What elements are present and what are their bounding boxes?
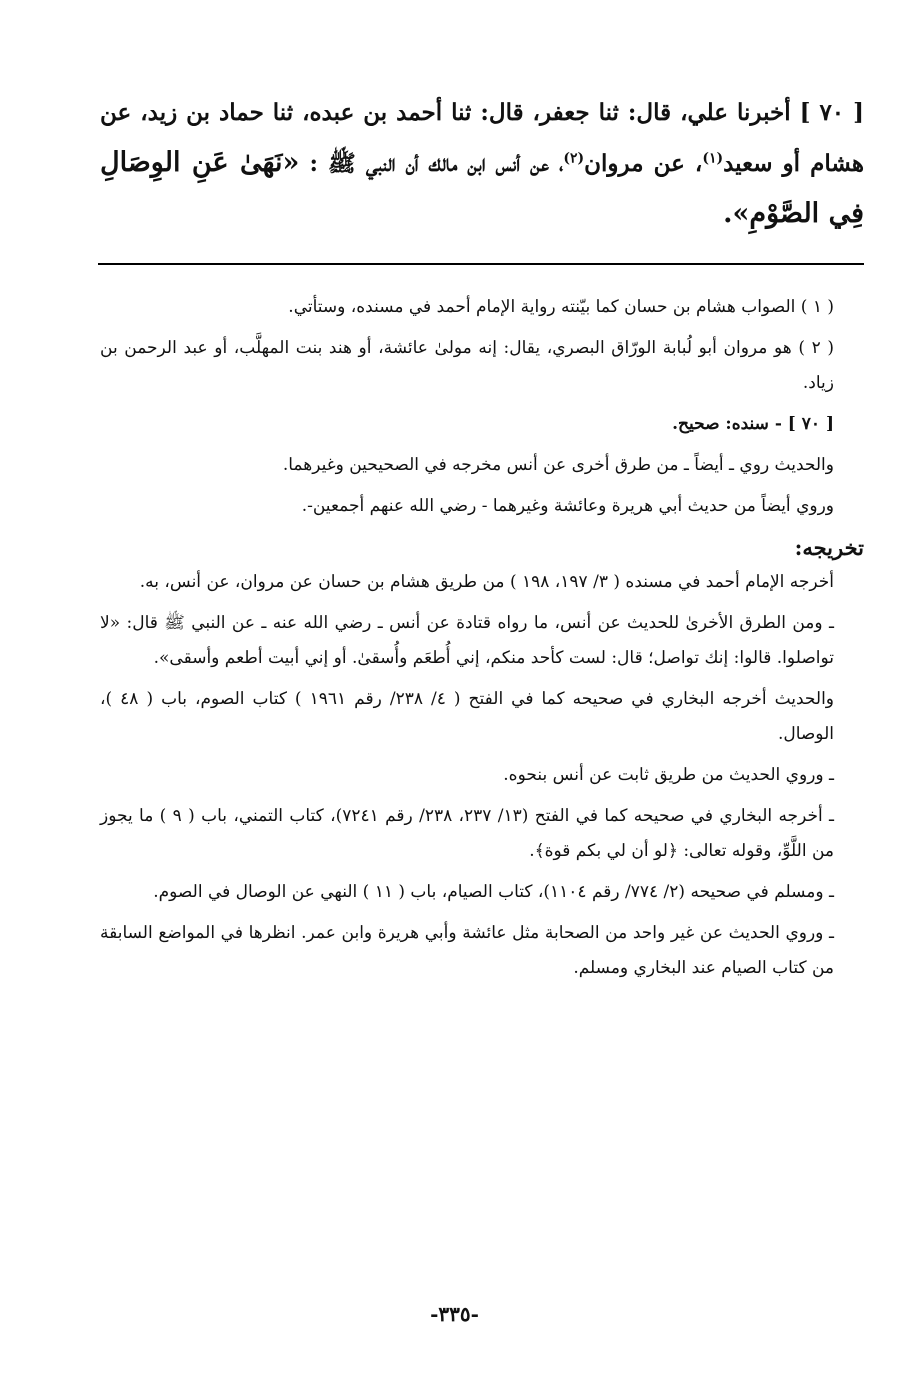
hadith-isnad-cont: ، عن مروان — [584, 150, 703, 177]
takhrij-muslim: ـ ومسلم في صحيحه (٢/ ٧٧٤/ رقم ١١٠٤)، كتاب الصيام، باب ( ١١ ) النهي عن الوصال في الصوم. — [153, 882, 834, 902]
page-number: -٣٣٥- — [430, 1302, 479, 1326]
hadith-isnad-end: ، عن أنس ابن مالك أن النبي ﷺ : — [309, 150, 564, 177]
takhrij-ahmad: أخرجه الإمام أحمد في مسنده ( ٣/ ١٩٧، ١٩٨ ) من طريق هشام بن حسان عن مروان، عن أنس، به. — [139, 572, 834, 592]
hadith-text — [100, 88, 864, 240]
takhrij-other-sahaba: ـ وروي الحديث عن غير واحد من الصحابة مثل عائشة وأبي هريرة وابن عمر. انظرها في المواضع السابقة من كتاب الصيام عند البخاري ومسلم. — [100, 923, 834, 978]
footnote-divider — [98, 263, 864, 265]
footnote-ref-2: (٢) — [563, 150, 585, 167]
hadith-matn: «نَهَىٰ عَنِ الوِصَالِ فِي الصَّوْمِ». — [100, 147, 864, 229]
note-other-routes: والحديث روي ـ أيضاً ـ من طرق أخرى عن أنس مخرجه في الصحيحين وغيرهما. — [282, 455, 834, 475]
takhrij-qatada: ـ ومن الطرق الأخرىٰ للحديث عن أنس، ما رواه قتادة عن أنس ـ رضي الله عنه ـ عن النبي ﷺ قال: «لا تواصلوا. قالوا: إنك تواصل؛ قال: لست كأحد منكم، إني أُطعَم وأُسقىٰ. أو إني أبيت أطعم وأسقى». — [100, 613, 834, 668]
footnote-1: ( ١ ) الصواب هشام بن حسان كما بيّنته رواية الإمام أحمد في مسنده، وستأتي. — [288, 297, 834, 317]
takhrij-bukhari-sawm: والحديث أخرجه البخاري في صحيحه كما في الفتح ( ٤/ ٢٣٨/ رقم ١٩٦١ ) كتاب الصوم، باب ( ٤٨ )، الوصال. — [100, 689, 835, 744]
footnotes — [100, 290, 864, 992]
footnote-2: ( ٢ ) هو مروان أبو لُبابة الورّاق البصري، يقال: إنه مولىٰ عائشة، أو هند بنت المهلَّب، أو عبد الرحمن بن زياد. — [100, 338, 834, 393]
sanad-grade: [ ٧٠ ] - سنده: صحيح. — [672, 414, 834, 434]
takhrij-thabit: ـ وروي الحديث من طريق ثابت عن أنس بنحوه. — [503, 765, 834, 785]
takhrij-heading: تخريجه: — [794, 535, 864, 560]
takhrij-bukhari-tamanni: ـ أخرجه البخاري في صحيحه كما في الفتح (١٣/ ٢٣٧، ٢٣٨/ رقم ٧٢٤١)، كتاب التمني، باب ( ٩ ) ما يجوز من اللَّوِّ، وقوله تعالى: ﴿لو أن لي بكم قوة﴾. — [100, 806, 834, 861]
footnote-ref-1: (١) — [702, 150, 724, 167]
hadith-isnad: [ ٧٠ ] أخبرنا علي، قال: ثنا جعفر، قال: ثنا أحمد بن عبده، ثنا حماد بن زيد، عن هشام أو سعيد — [100, 99, 865, 177]
note-other-narrators: وروي أيضاً من حديث أبي هريرة وعائشة وغيرهما - رضي الله عنهم أجمعين-. — [301, 496, 834, 516]
